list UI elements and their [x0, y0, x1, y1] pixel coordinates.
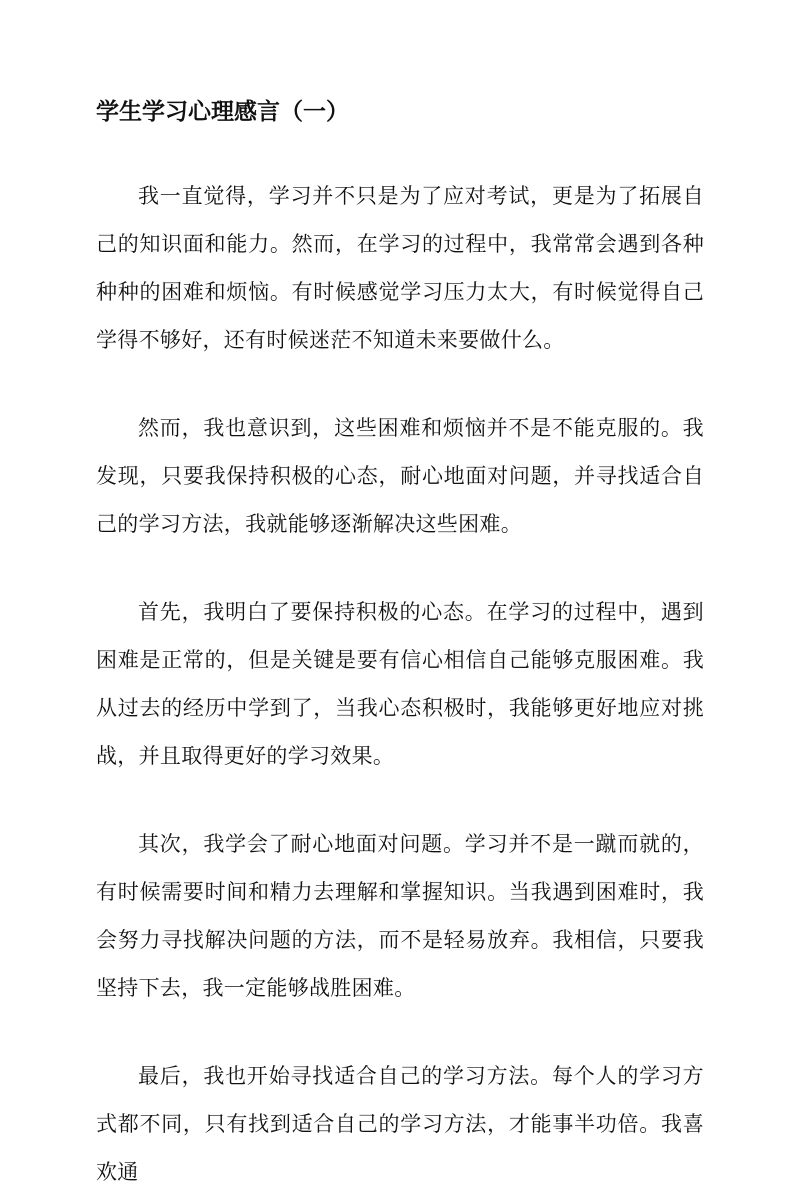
paragraph-5: 最后，我也开始寻找适合自己的学习方法。每个人的学习方式都不同，只有找到适合自己的学习方法，才能事半功倍。我喜欢通 — [96, 1064, 704, 1184]
document-title: 学生学习心理感言（一） — [96, 98, 349, 125]
document-body — [96, 172, 704, 1196]
paragraph-3: 首先，我明白了要保持积极的心态。在学习的过程中，遇到困难是正常的，但是关键是要有信心相信自己能够克服困难。我从过去的经历中学到了，当我心态积极时，我能够更好地应对挑战，并且取得更好的学习效果。 — [96, 600, 704, 768]
paragraph-4: 其次，我学会了耐心地面对问题。学习并不是一蹴而就的，有时候需要时间和精力去理解和掌握知识。当我遇到困难时，我会努力寻找解决问题的方法，而不是轻易放弃。我相信，只要我坚持下去，我一定能够战胜困难。 — [96, 832, 704, 1000]
paragraph-2: 然而，我也意识到，这些困难和烦恼并不是不能克服的。我发现，只要我保持积极的心态，耐心地面对问题，并寻找适合自己的学习方法，我就能够逐渐解决这些困难。 — [96, 416, 704, 536]
paragraph-1: 我一直觉得，学习并不只是为了应对考试，更是为了拓展自己的知识面和能力。然而，在学习的过程中，我常常会遇到各种种种的困难和烦恼。有时候感觉学习压力太大，有时候觉得自己学得不够好，还有时候迷茫不知道未来要做什么。 — [96, 184, 704, 352]
